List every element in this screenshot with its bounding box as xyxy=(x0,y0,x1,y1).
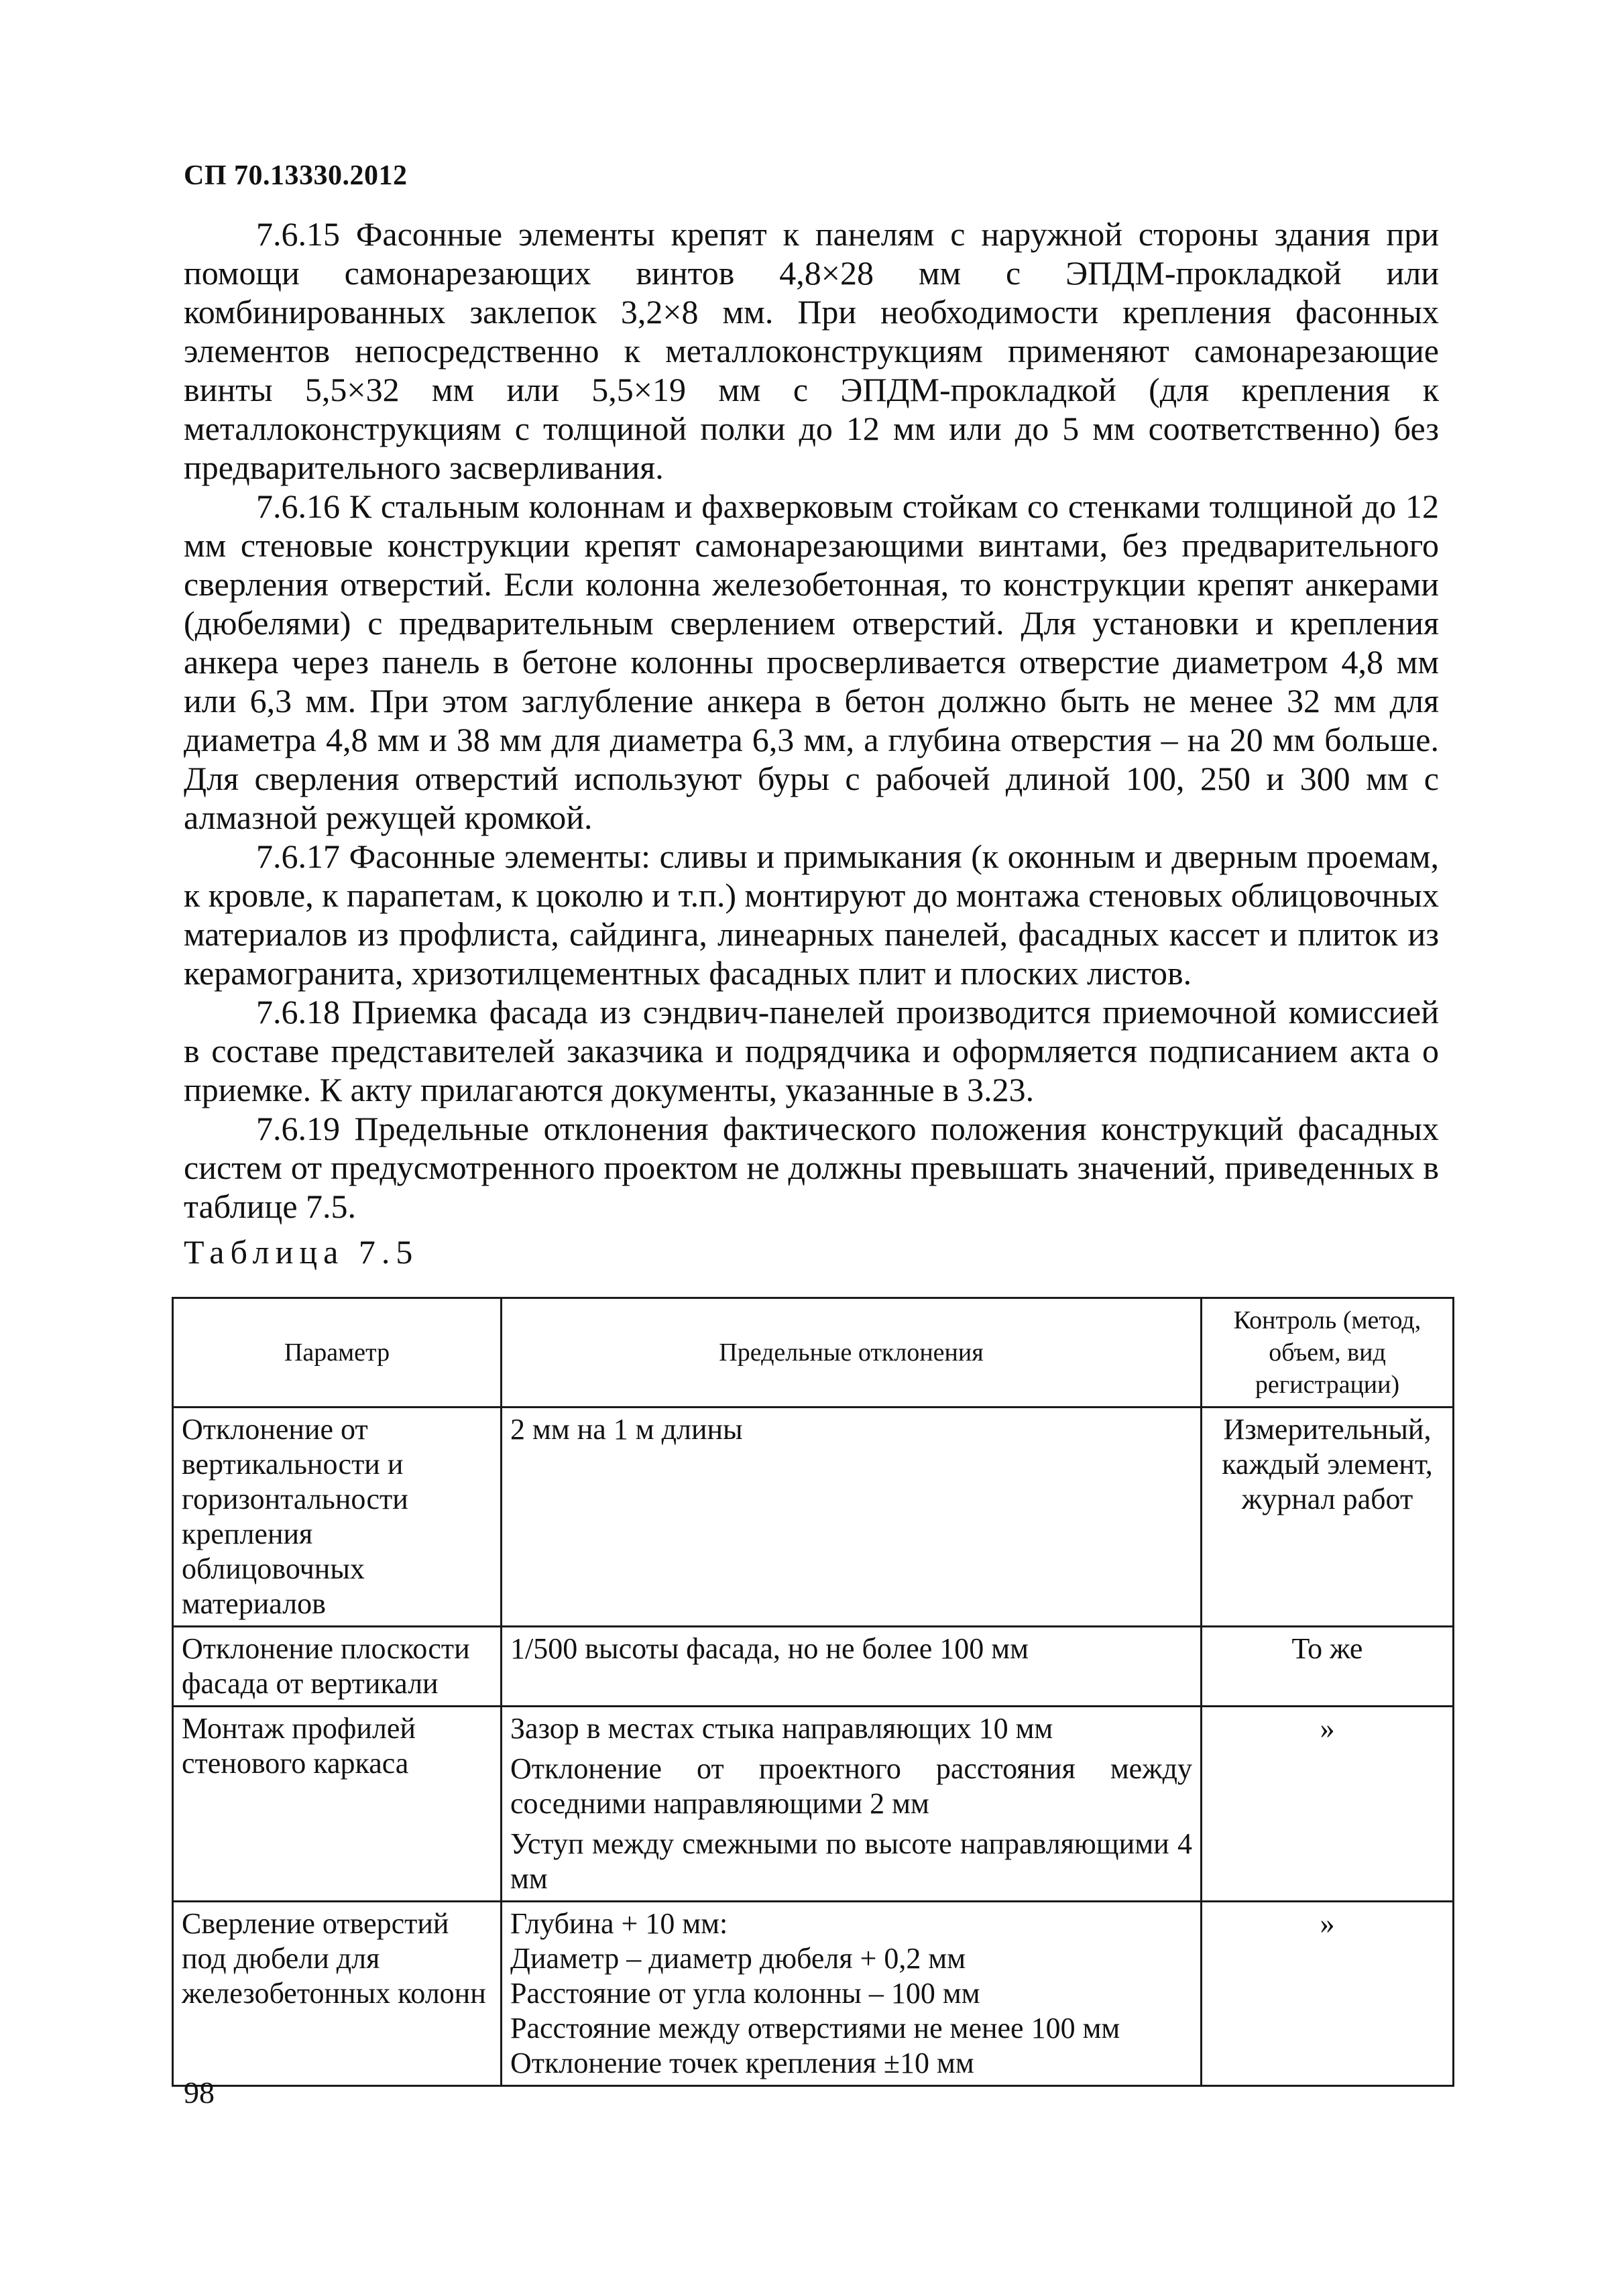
cell-deviation xyxy=(502,1902,1202,2086)
header-deviation: Предельные отклонения xyxy=(502,1298,1202,1408)
paragraph-7-6-19: 7.6.19 Предельные отклонения фактического положения конструкций фасадных систем от предусмотренного проектом не должны превышать значений, приведенных в таблице 7.5. xyxy=(184,1110,1439,1225)
page-number: 98 xyxy=(184,2075,215,2110)
paragraph-7-6-17: 7.6.17 Фасонные элементы: сливы и примыкания (к оконным и дверным проемам, к кровле, к парапетам, к цоколю и т.п.) монтируют до монтажа стеновых облицовочных материалов из профлиста, сайдинга, линеарных панелей, фасадных кассет и плиток из керамогранита, хризотилцементных фасадных плит и плоских листов. xyxy=(184,838,1439,992)
deviation-line: Отклонение точек крепления ±10 мм xyxy=(510,2047,974,2079)
deviation-line: Расстояние между отверстиями не менее 100 мм xyxy=(510,2012,1120,2045)
cell-param: Отклонение от вертикальности и горизонтальности крепления облицовочных материалов xyxy=(173,1408,502,1627)
deviation-line: Уступ между смежными по высоте направляющими 4 мм xyxy=(510,1827,1192,1895)
paragraph-7-6-16: 7.6.16 К стальным колоннам и фахверковым стойкам со стенками толщиной до 12 мм стеновые конструкции крепят самонарезающими винтами, без предварительного сверления отверстий. Если колонна железобетонная, то конструкции крепят анкерами (дюбелями) с предварительным сверлением отверстий. Для установки и крепления анкера через панель в бетоне колонны просверливается отверстие диаметром 4,8 мм или 6,3 мм. При этом заглубление анкера в бетон должно быть не менее 32 мм для диаметра 4,8 мм и 38 мм для диаметра 6,3 мм, а глубина отверстия – на 20 мм больше. Для сверления отверстий используют буры с рабочей длиной 100, 250 и 300 мм с алмазной режущей кромкой. xyxy=(184,487,1439,836)
cell-param: Отклонение плоскости фасада от вертикали xyxy=(173,1627,502,1707)
deviations-table xyxy=(172,1297,1454,2087)
table-row xyxy=(173,1627,1454,1707)
table-row xyxy=(173,1707,1454,1902)
cell-control: То же xyxy=(1202,1627,1454,1707)
deviation-line: 1/500 высоты фасада, но не более 100 мм xyxy=(510,1632,1029,1665)
deviation-line: Глубина + 10 мм: xyxy=(510,1907,728,1940)
deviation-line: 2 мм на 1 м длины xyxy=(510,1413,743,1446)
cell-param: Сверление отверстий под дюбели для железобетонных колонн xyxy=(173,1902,502,2086)
paragraph-7-6-15: 7.6.15 Фасонные элементы крепят к панелям с наружной стороны здания при помощи самонарезающих винтов 4,8×28 мм с ЭПДМ-прокладкой или комбинированных заклепок 3,2×8 мм. При необходимости крепления фасонных элементов непосредственно к металлоконструкциям применяют самонарезающие винты 5,5×32 мм или 5,5×19 мм с ЭПДМ-прокладкой (для крепления к металлоконструкциям с толщиной полки до 12 мм или до 5 мм соответственно) без предварительного засверливания. xyxy=(184,215,1439,486)
header-control: Контроль (метод, объем, вид регистрации) xyxy=(1202,1298,1454,1408)
deviation-line: Расстояние от угла колонны – 100 мм xyxy=(510,1977,980,2010)
cell-deviation xyxy=(502,1627,1202,1707)
header-param: Параметр xyxy=(173,1298,502,1408)
deviation-line: Зазор в местах стыка направляющих 10 мм xyxy=(510,1712,1053,1745)
cell-control: Измерительный, каждый элемент, журнал работ xyxy=(1202,1408,1454,1627)
cell-deviation xyxy=(502,1408,1202,1627)
table-row xyxy=(173,1902,1454,2086)
body-text xyxy=(184,215,1439,1226)
table-header-row xyxy=(173,1298,1454,1408)
deviation-line: Диаметр – диаметр дюбеля + 0,2 мм xyxy=(510,1942,966,1975)
cell-control: » xyxy=(1202,1707,1454,1902)
cell-control: » xyxy=(1202,1902,1454,2086)
document-code-header: СП 70.13330.2012 xyxy=(184,160,408,191)
deviation-line: Отклонение от проектного расстояния между соседними направляющими 2 мм xyxy=(510,1752,1192,1820)
cell-deviation xyxy=(502,1707,1202,1902)
paragraph-7-6-18: 7.6.18 Приемка фасада из сэндвич-панелей производится приемочной комиссией в составе представителей заказчика и подрядчика и оформляется подписанием акта о приемке. К акту прилагаются документы, указанные в 3.23. xyxy=(184,993,1439,1108)
cell-param: Монтаж профилей стенового каркаса xyxy=(173,1707,502,1902)
table-title: Таблица 7.5 xyxy=(184,1233,419,1271)
table-row xyxy=(173,1408,1454,1627)
